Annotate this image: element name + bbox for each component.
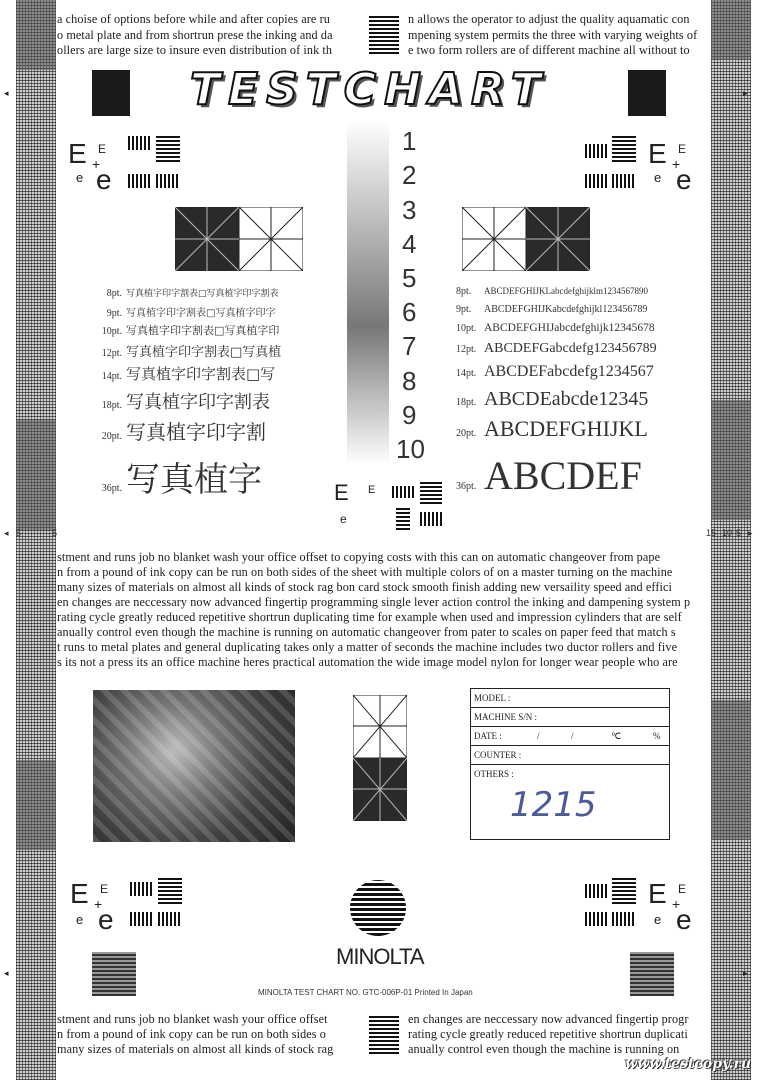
- resolution-bars: [156, 174, 180, 188]
- top-text-line: n allows the operator to adjust the quality aquamatic con: [408, 12, 690, 26]
- latin-sample-text: ABCDEabcde12345: [484, 388, 649, 410]
- e-lower-small: e: [654, 912, 662, 927]
- bottom-text-line: anually control even though the machine is running on: [408, 1042, 680, 1056]
- form-row-counter[interactable]: [471, 746, 669, 765]
- point-size-label: 14pt.: [456, 368, 477, 379]
- top-text-line: a choise of options before while and after copies are ru: [57, 12, 330, 26]
- form-row-date[interactable]: [471, 727, 669, 746]
- latin-sample-row: [456, 388, 648, 411]
- cjk-sample-text: 写真植字印字割表: [126, 392, 270, 413]
- cjk-sample-row: [76, 322, 279, 338]
- e-large: E: [68, 138, 87, 169]
- star-target-right: [462, 207, 590, 271]
- body-text-line: s its not a press its an office machine heres practical automation the wide image model nylon for longer wear people who are: [57, 655, 678, 669]
- e-large: E: [648, 878, 667, 909]
- divider-number: 5: [52, 528, 58, 538]
- celsius-unit: ℃: [611, 731, 622, 741]
- divider-number: 5: [16, 528, 22, 538]
- form-label: OTHERS :: [474, 769, 514, 779]
- body-text-line: rating cycle greatly reduced repetitive shortrun duplicating time for example when used and impression cylinders that are self: [57, 610, 682, 624]
- plus-mark: +: [672, 156, 681, 172]
- body-text-line: anually control even though the machine is running on automatic changeover from pater to scales on paper feed that match s: [57, 625, 676, 639]
- handwritten-note: 1215: [510, 785, 597, 825]
- latin-sample-row: [456, 452, 642, 499]
- resolution-bars: [612, 878, 636, 904]
- resolution-bars: [420, 512, 444, 526]
- form-row-model[interactable]: [471, 689, 669, 708]
- resolution-bars: [420, 482, 442, 504]
- resolution-bars: [612, 174, 636, 188]
- solid-density-patch: [628, 70, 666, 116]
- minolta-logo-icon: [350, 880, 406, 936]
- point-size-label: 20pt.: [456, 428, 477, 439]
- point-size-label: 12pt.: [101, 348, 122, 359]
- form-label: MODEL :: [474, 693, 511, 703]
- resolution-bars: [128, 136, 152, 150]
- step-number: 4: [402, 229, 417, 259]
- point-size-label: 14pt.: [101, 371, 122, 382]
- point-size-label: 9pt.: [106, 308, 122, 319]
- point-size-label: 8pt.: [106, 288, 122, 299]
- point-size-label: 36pt.: [101, 483, 122, 494]
- resolution-bars: [156, 136, 180, 162]
- cjk-sample-row: [76, 452, 262, 501]
- cjk-sample-row: [76, 286, 279, 299]
- e-lower-large: e: [98, 904, 114, 935]
- strip-band: [16, 0, 56, 70]
- arrow-right-icon: ▸: [743, 968, 748, 978]
- e-resolution-target: [66, 138, 126, 198]
- star-target-center: [353, 695, 407, 821]
- step-number: 7: [402, 331, 417, 361]
- latin-sample-text: ABCDEFabcdefg1234567: [484, 363, 654, 380]
- e-small: E: [368, 484, 376, 496]
- point-size-label: 10pt.: [456, 323, 477, 334]
- arrow-left-icon: ◂: [4, 528, 9, 538]
- top-text-line: mpening system permits the three with varying weights of: [408, 28, 698, 42]
- form-label: DATE :: [474, 731, 502, 741]
- bottom-text-line: many sizes of materials on almost all kinds of stock rag: [57, 1042, 334, 1056]
- e-small: E: [98, 142, 107, 156]
- star-target-left: [175, 207, 303, 271]
- latin-sample-text: ABCDEFGHIJKLabcdefghijklm1234567890: [484, 286, 648, 296]
- step-number: 6: [402, 297, 417, 327]
- strip-band: [16, 420, 56, 530]
- date-separator: /: [571, 731, 574, 741]
- cjk-sample-row: [76, 363, 275, 384]
- point-size-label: 36pt.: [456, 481, 477, 492]
- cjk-sample-row: [76, 341, 281, 360]
- latin-sample-text: ABCDEFGabcdefg123456789: [484, 341, 657, 356]
- resolution-bars: [369, 1014, 399, 1054]
- e-resolution-target: [68, 878, 128, 938]
- step-number: 10: [396, 434, 425, 464]
- latin-sample-row: [456, 304, 647, 315]
- cjk-sample-text: 写真植字印字割表□写真植: [126, 345, 282, 360]
- latin-sample-row: [456, 416, 648, 442]
- right-grayscale-strip: [711, 0, 751, 1080]
- point-size-label: 18pt.: [456, 397, 477, 408]
- body-text-line: many sizes of materials on almost all kinds of stock rag bon card stock smooth finish adding new versaility speed and effici: [57, 580, 672, 594]
- arrow-right-icon: ▸: [743, 88, 748, 98]
- resolution-bars: [396, 506, 410, 530]
- cjk-sample-text: 写真植字印字割表□写真植字印: [126, 324, 280, 337]
- point-size-label: 9pt.: [456, 304, 472, 315]
- chart-title: TESTCHART: [190, 64, 549, 115]
- cjk-sample-text: 写真植字: [126, 460, 262, 500]
- body-text-line: stment and runs job no blanket wash your office offset to copying costs with this can on automatic changeover from pape: [57, 550, 661, 564]
- point-size-label: 18pt.: [101, 400, 122, 411]
- step-number: 3: [402, 195, 417, 225]
- density-patch: [92, 952, 136, 996]
- point-size-label: 12pt.: [456, 344, 477, 355]
- latin-sample-row: [456, 363, 654, 381]
- e-resolution-target: [646, 878, 706, 938]
- halftone-photograph: [93, 690, 295, 842]
- form-label: COUNTER :: [474, 750, 522, 760]
- body-text-line: t runs to metal plates and general duplicating takes only a matter of seconds the machine includes two ductor rollers and five: [57, 640, 678, 654]
- latin-sample-text: ABCDEFGHIJKL: [484, 416, 648, 441]
- form-label: MACHINE S/N :: [474, 712, 538, 722]
- latin-sample-row: [456, 322, 655, 334]
- step-number: 2: [402, 160, 417, 190]
- e-lower-small: e: [340, 512, 347, 526]
- plus-mark: +: [94, 896, 103, 912]
- date-separator: /: [537, 731, 540, 741]
- plus-mark: +: [92, 156, 101, 172]
- divider-number: 15: [706, 528, 717, 538]
- e-large: E: [334, 480, 349, 505]
- resolution-bars: [130, 882, 154, 896]
- resolution-bars: [585, 912, 609, 926]
- resolution-bars: [585, 884, 609, 898]
- e-lower-small: e: [76, 912, 84, 927]
- logo-text: MINOLTA: [336, 944, 424, 969]
- e-large: E: [648, 138, 667, 169]
- strip-band: [711, 400, 751, 520]
- top-text-line: o metal plate and from shortrun prese the inking and da: [57, 28, 333, 42]
- strip-band: [711, 700, 751, 840]
- divider-number: 5: [736, 528, 742, 538]
- left-grayscale-strip: [16, 0, 56, 1080]
- watermark-url: www.testcopy.ru: [625, 1056, 751, 1072]
- cjk-sample-row: [76, 388, 270, 414]
- step-number: 8: [402, 366, 417, 396]
- resolution-bars: [130, 912, 154, 926]
- strip-band: [711, 0, 751, 60]
- fold-divider: [0, 528, 763, 540]
- cjk-sample-text: 写真植字印字割表□写真植字印字: [126, 308, 276, 319]
- resolution-bars: [585, 144, 609, 158]
- e-lower-small: e: [654, 170, 662, 185]
- percent-unit: %: [653, 731, 661, 741]
- cjk-sample-text: 写真植字印字割表□写真植字印字割表: [126, 289, 279, 299]
- density-patch: [630, 952, 674, 996]
- e-lower-large: e: [676, 904, 692, 935]
- latin-sample-text: ABCDEF: [484, 453, 642, 498]
- step-number: 5: [402, 263, 417, 293]
- latin-sample-text: ABCDEFGHIJabcdefghijk12345678: [484, 322, 655, 334]
- e-resolution-target: [646, 138, 706, 198]
- latin-sample-text: ABCDEFGHIJKabcdefghijkl123456789: [484, 304, 648, 315]
- halftone-column: [347, 120, 389, 465]
- bottom-text-line: stment and runs job no blanket wash your office offset: [57, 1012, 328, 1026]
- cjk-sample-row: [76, 416, 266, 445]
- resolution-bars: [585, 174, 609, 188]
- latin-sample-row: [456, 286, 648, 297]
- footer-caption: MINOLTA TEST CHART NO. GTC-006P-01 Printed In Japan: [258, 988, 473, 997]
- bottom-text-line: n from a pound of ink copy can be run on both sides o: [57, 1027, 326, 1041]
- e-small: E: [678, 882, 687, 896]
- step-number: 9: [402, 400, 417, 430]
- cjk-sample-text: 写真植字印字割表□写: [126, 365, 276, 383]
- latin-sample-row: [456, 341, 657, 357]
- cjk-sample-text: 写真植字印字割: [126, 420, 266, 444]
- e-lower-large: e: [96, 164, 112, 195]
- e-small: E: [678, 142, 687, 156]
- divider-number: 10: [722, 528, 733, 538]
- resolution-bars: [612, 912, 636, 926]
- resolution-bars: [158, 912, 182, 926]
- body-text-line: en changes are neccessary now advanced fingertip programming single lever action control the inking and dampening system p: [57, 595, 691, 609]
- e-lower-large: e: [676, 164, 692, 195]
- e-small: E: [100, 882, 109, 896]
- resolution-bars: [612, 136, 636, 162]
- strip-band: [16, 760, 56, 850]
- cjk-sample-row: [76, 304, 275, 319]
- resolution-bars: [392, 486, 414, 498]
- point-size-label: 10pt.: [101, 326, 122, 337]
- solid-density-patch: [92, 70, 130, 116]
- arrow-left-icon: ◂: [4, 968, 9, 978]
- form-row-others[interactable]: [471, 765, 669, 783]
- body-text-line: n from a pound of ink copy can be run on both sides of the sheet with multiple colors of on a master turning on the machine: [57, 565, 673, 579]
- bottom-text-line: rating cycle greatly reduced repetitive shortrun duplicati: [408, 1027, 688, 1041]
- bottom-text-line: en changes are neccessary now advanced fingertip progr: [408, 1012, 689, 1026]
- top-text-line: ollers are large size to insure even distribution of ink th: [57, 43, 333, 57]
- plus-mark: +: [672, 896, 681, 912]
- form-row-machine[interactable]: [471, 708, 669, 727]
- top-text-line: e two form rollers are of different machine all without to: [408, 43, 690, 57]
- step-number: 1: [402, 126, 417, 156]
- resolution-bars: [158, 878, 182, 904]
- e-large: E: [70, 878, 89, 909]
- e-lower-small: e: [76, 170, 84, 185]
- resolution-bars: [369, 14, 399, 54]
- arrow-left-icon: ◂: [4, 88, 9, 98]
- arrow-right-icon: ▸: [748, 528, 753, 538]
- point-size-label: 20pt.: [101, 431, 122, 442]
- point-size-label: 8pt.: [456, 286, 472, 297]
- resolution-bars: [128, 174, 152, 188]
